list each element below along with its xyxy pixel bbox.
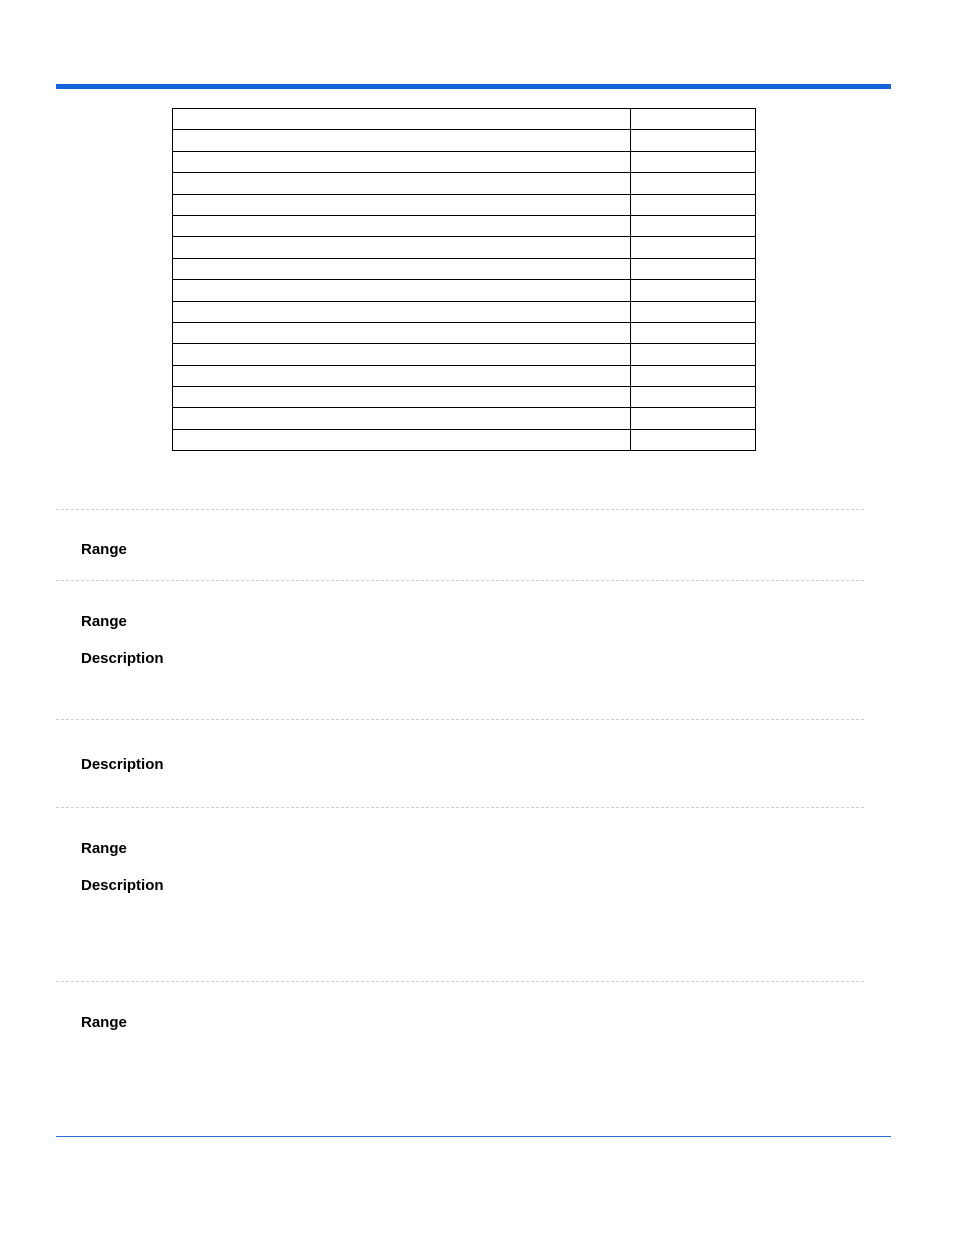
table-row: [173, 280, 756, 301]
table-row: [173, 365, 756, 386]
section-divider: [56, 509, 864, 510]
parameter-table: [172, 108, 756, 451]
table-row: [173, 173, 756, 194]
table-cell-name: [173, 280, 631, 301]
section-divider: [56, 580, 864, 581]
table-cell-name: [173, 429, 631, 450]
table-cell-value: [631, 301, 756, 322]
table-row: [173, 258, 756, 279]
table-row: [173, 130, 756, 151]
table-cell-name: [173, 215, 631, 236]
table-cell-name: [173, 237, 631, 258]
description-label: Description: [81, 756, 164, 773]
table-row: [173, 387, 756, 408]
table-cell-name: [173, 408, 631, 429]
table-row: [173, 322, 756, 343]
range-label: Range: [81, 1014, 127, 1031]
table-cell-name: [173, 151, 631, 172]
table-cell-name: [173, 344, 631, 365]
table-row: [173, 109, 756, 130]
table-cell-value: [631, 322, 756, 343]
table-cell-name: [173, 130, 631, 151]
table-cell-name: [173, 109, 631, 130]
table-cell-value: [631, 408, 756, 429]
table-cell-name: [173, 194, 631, 215]
table-row: [173, 215, 756, 236]
table-row: [173, 237, 756, 258]
table-cell-name: [173, 365, 631, 386]
table-cell-name: [173, 322, 631, 343]
table-cell-value: [631, 258, 756, 279]
header-accent-rule: [56, 84, 891, 89]
section-divider: [56, 981, 864, 982]
table-cell-value: [631, 280, 756, 301]
table-row: [173, 344, 756, 365]
table-cell-name: [173, 258, 631, 279]
description-label: Description: [81, 650, 164, 667]
table-cell-value: [631, 215, 756, 236]
table-cell-value: [631, 344, 756, 365]
table-cell-value: [631, 109, 756, 130]
table-row: [173, 194, 756, 215]
table-cell-value: [631, 237, 756, 258]
table-cell-value: [631, 365, 756, 386]
description-label: Description: [81, 877, 164, 894]
table-cell-value: [631, 387, 756, 408]
range-label: Range: [81, 541, 127, 558]
section-divider: [56, 719, 864, 720]
table-row: [173, 151, 756, 172]
table-cell-value: [631, 151, 756, 172]
table-cell-value: [631, 429, 756, 450]
table-cell-value: [631, 173, 756, 194]
table-row: [173, 301, 756, 322]
footer-rule: [56, 1136, 891, 1137]
table-cell-name: [173, 387, 631, 408]
table-row: [173, 429, 756, 450]
table-cell-name: [173, 173, 631, 194]
table-cell-value: [631, 130, 756, 151]
range-label: Range: [81, 613, 127, 630]
range-label: Range: [81, 840, 127, 857]
table-cell-name: [173, 301, 631, 322]
section-divider: [56, 807, 864, 808]
parameter-table-body: [173, 109, 756, 451]
table-row: [173, 408, 756, 429]
table-cell-value: [631, 194, 756, 215]
